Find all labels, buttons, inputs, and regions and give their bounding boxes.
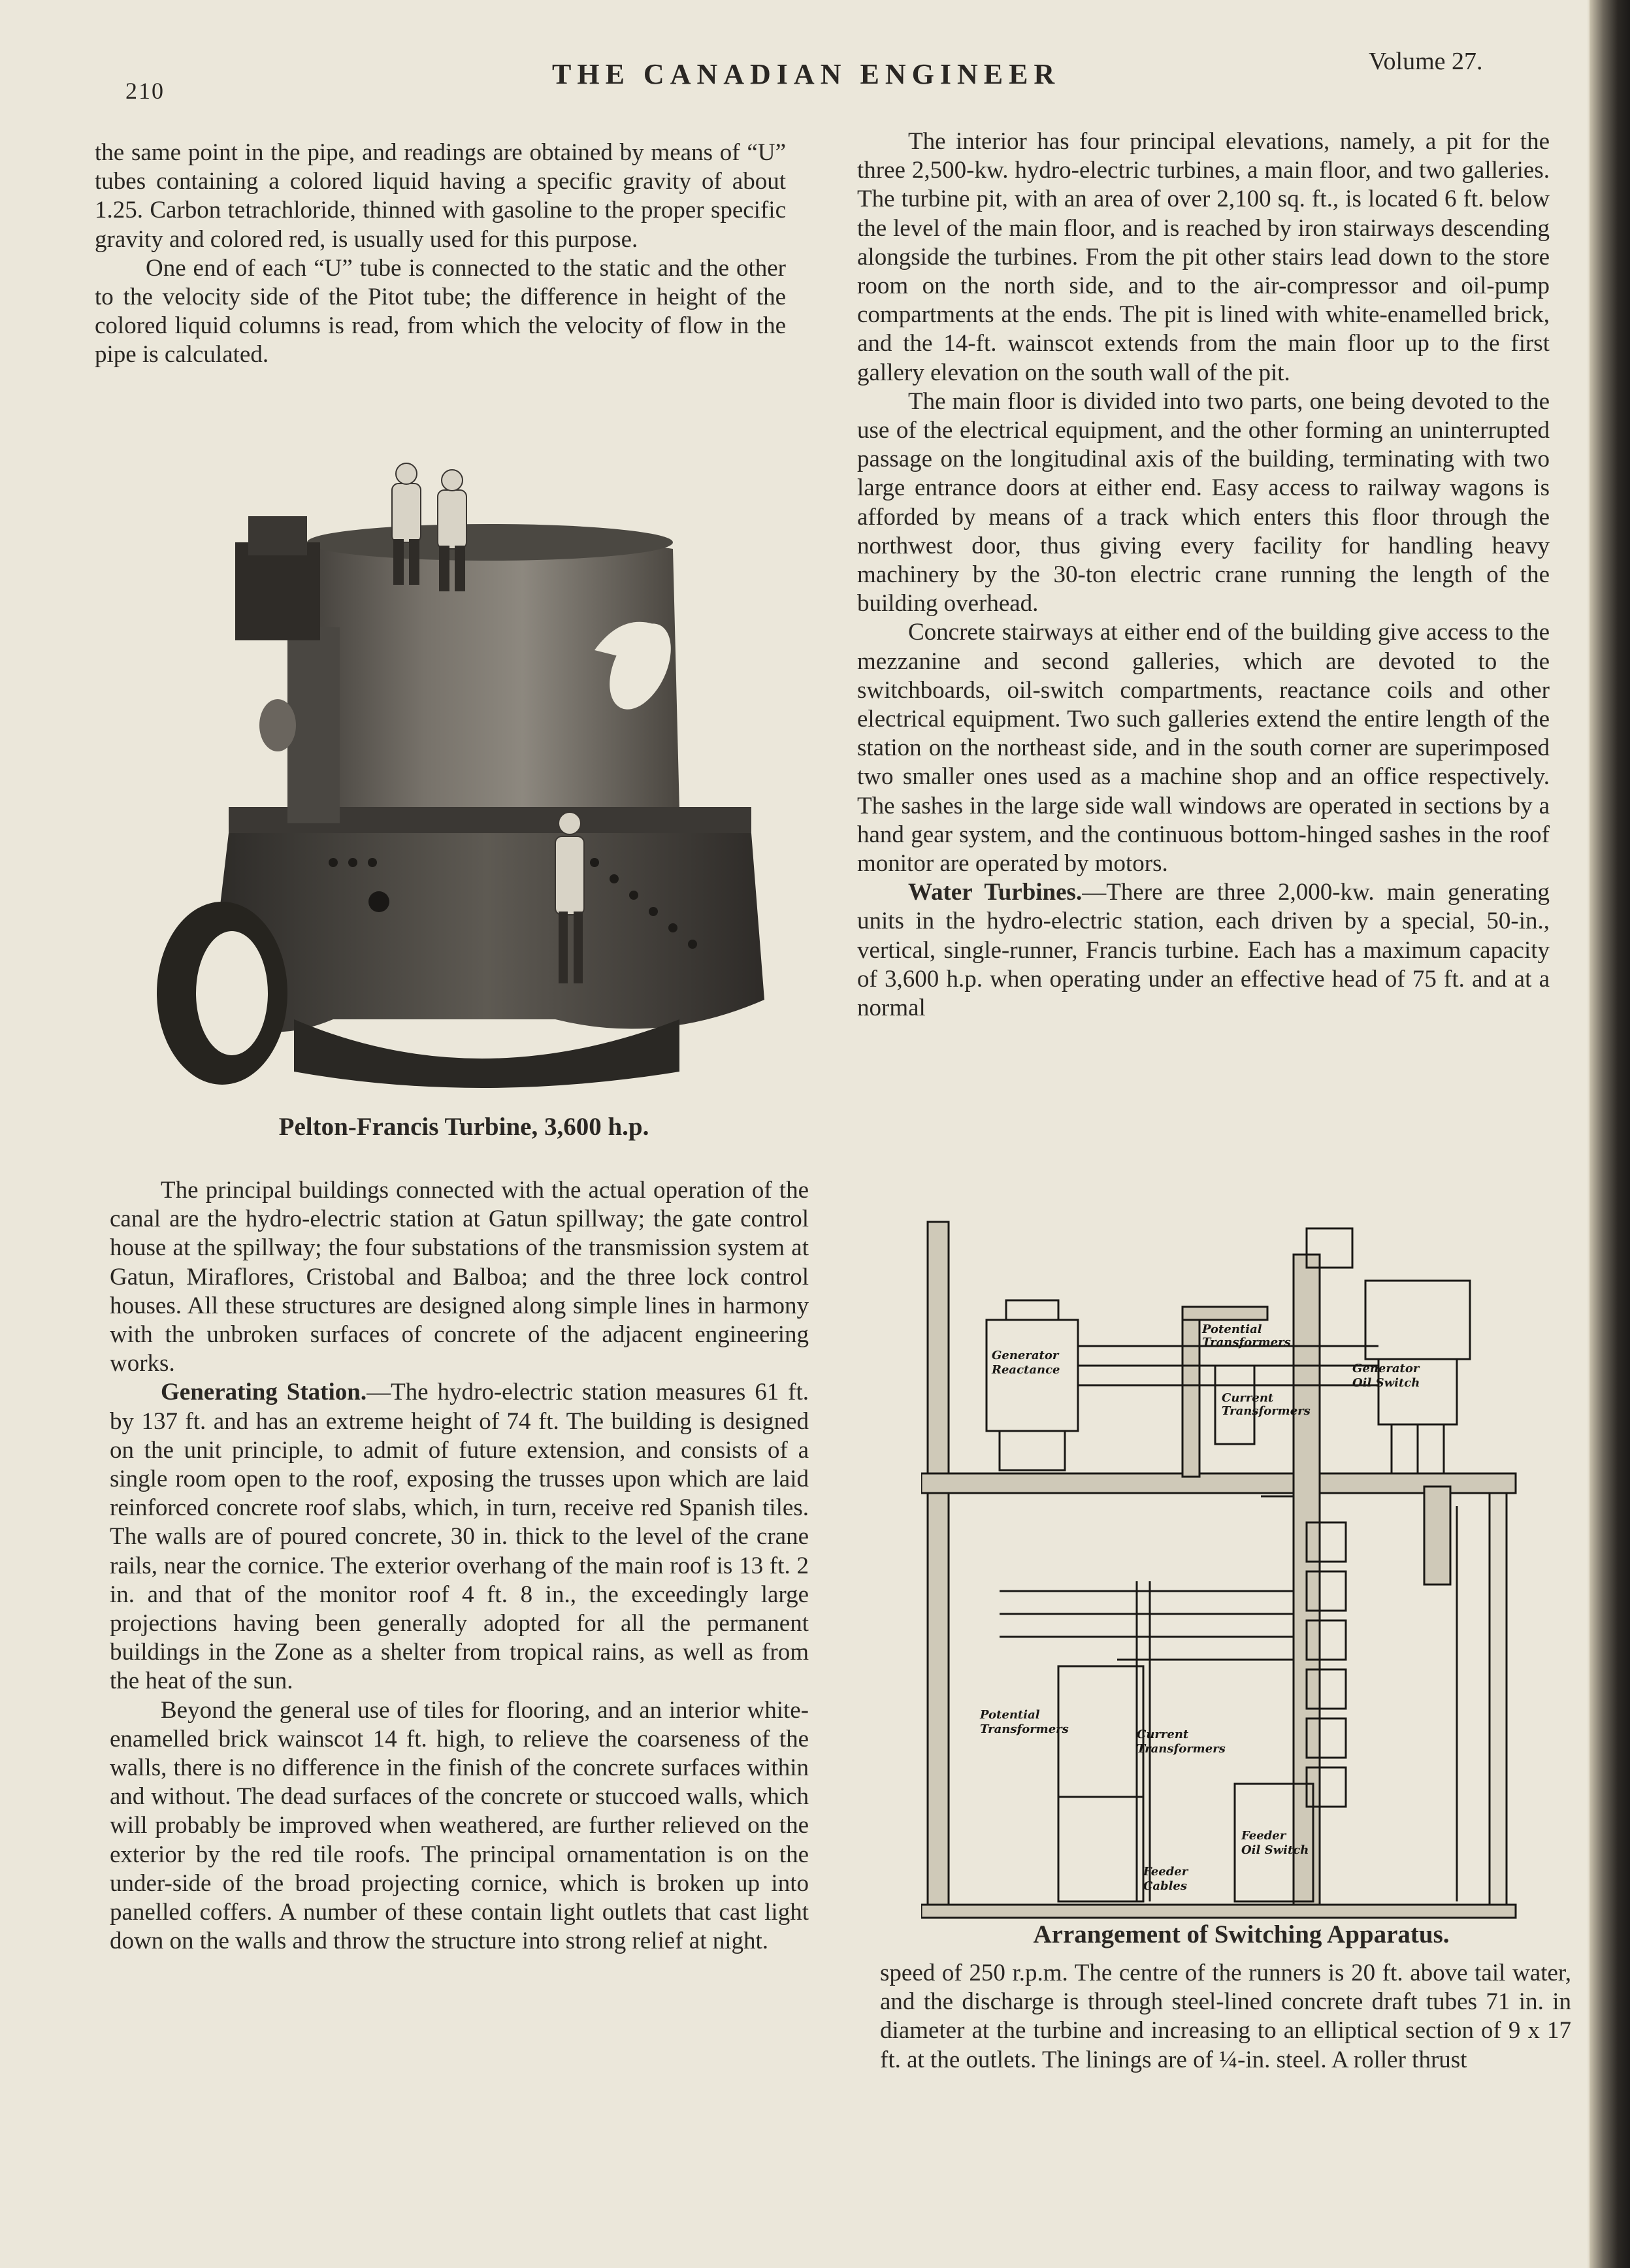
diagram-label: Reactance bbox=[992, 1363, 1060, 1377]
diagram-label: Potential bbox=[1202, 1323, 1262, 1336]
turbine-caption: Pelton-Francis Turbine, 3,600 h.p. bbox=[278, 1113, 649, 1141]
diagram-label: Generator bbox=[1352, 1362, 1420, 1375]
diagram-label: Generator bbox=[992, 1349, 1059, 1362]
paragraph: The interior has four principal elevations, namely, a pit for the three 2,500-kw. hydro-electric turbines, a main floor, and two galleries. The turbine pit, with an area of over 2,100 sq. ft., is located 6 ft. below the level of the main floor, and is reached by iron stairways descending alongside the turbines. From the pit other stairs lead down to the store room on the north side, and to the air-compressor and oil-pump compartments at the ends. The pit is lined with white-enamelled brick, and the 14-ft. wainscot extends from the main floor up to the first gallery elevation on the south wall of the pit. bbox=[857, 128, 1550, 386]
diagram-label: Transformers bbox=[1202, 1336, 1291, 1349]
section-heading: Water Turbines. bbox=[908, 879, 1083, 906]
right-column-upper bbox=[857, 127, 1550, 1023]
diagram-label: Feeder bbox=[1143, 1865, 1188, 1879]
right-column-lower bbox=[880, 1959, 1571, 2075]
diagram-label: Oil Switch bbox=[1352, 1376, 1420, 1390]
paragraph: One end of each “U” tube is connected to the static and the other to the velocity side of the Pitot tube; the difference in height of the colored liquid columns is read, from which the velocity of flow in the pipe is calculated. bbox=[95, 254, 786, 369]
left-column-upper bbox=[95, 139, 786, 370]
diagram-label: Transformers bbox=[1222, 1404, 1311, 1418]
diagram-label: Transformers bbox=[980, 1722, 1069, 1736]
paragraph: the same point in the pipe, and readings are obtained by means of “U” tubes containing a colored liquid having a specific gravity of about 1.25. Carbon tetrachloride, thinned with gasoline to the proper specific gravity and colored red, is usually used for this purpose. bbox=[95, 139, 786, 253]
paragraph bbox=[110, 1378, 809, 1696]
switching-diagram bbox=[921, 1215, 1522, 1921]
paragraph: Beyond the general use of tiles for flooring, and an interior white-enamelled brick wainscot 14 ft. high, to relieve the coarseness of the walls, there is no difference in the finish of the concrete surfaces within and without. The dead surfaces of the concrete or stuccoed walls, which will probably be improved when weathered, are further relieved on the exterior by the red tile roofs. The principal ornamentation is on the under-side of the broad projecting cornice, which is broken up into panelled coffers. A number of these contain light outlets that cast light down on the walls and throw the structure into strong relief at night. bbox=[110, 1696, 809, 1955]
diagram-label: Transformers bbox=[1137, 1742, 1226, 1756]
switching-caption: Arrangement of Switching Apparatus. bbox=[1033, 1920, 1450, 1948]
diagram-label: Current bbox=[1222, 1391, 1274, 1405]
page-number: 210 bbox=[125, 78, 165, 104]
journal-title: THE CANADIAN ENGINEER bbox=[552, 58, 1061, 90]
paragraph: speed of 250 r.p.m. The centre of the runners is 20 ft. above tail water, and the discharge is through steel-lined concrete draft tubes 71 in. in diameter at the turbine and increasing to an elliptical section of 9 x 17 ft. at the outlets. The linings are of ¼-in. steel. A roller thrust bbox=[880, 1960, 1571, 2073]
diagram-label: Potential bbox=[980, 1708, 1040, 1722]
paragraph: The principal buildings connected with the actual operation of the canal are the hydro-electric station at Gatun spillway; the gate control house at the spillway; the four substations of the transmission system at Gatun, Miraflores, Cristobal and Balboa; and the three lock control houses. All these structures are designed along simple lines in harmony with the unbroken surfaces of concrete of the adjacent engineering works. bbox=[110, 1177, 809, 1377]
paragraph-body: —There are three 2,000-kw. main generating units in the hydro-electric station, each driven by a special, 50-in., vertical, single-runner, Francis turbine. Each has a maximum capacity of 3,600 h.p. when operating under an effective head of 75 ft. and at a normal bbox=[857, 879, 1550, 1022]
turbine-photograph bbox=[137, 444, 791, 1101]
paragraph: Concrete stairways at either end of the building give access to the mezzanine and second galleries, which are devoted to the switchboards, oil-switch compartments, reactance coils and other electrical equipment. Two such galleries extend the entire length of the station on the northeast side, and in the south corner are superimposed two smaller ones used as a machine shop and an office respectively. The sashes in the large side wall windows are operated in sections by a hand gear system, and the continuous bottom-hinged sashes in the roof monitor are operated by motors. bbox=[857, 619, 1550, 878]
diagram-label: Feeder bbox=[1241, 1829, 1286, 1843]
diagram-label: Current bbox=[1137, 1728, 1189, 1741]
paragraph: The main floor is divided into two parts, one being devoted to the use of the electrical equipment, and the other forming an uninterrupted passage on the longitudinal axis of the building, terminating with two large entrance doors at either end. Easy access to railway wagons is afforded by means of a track which enters this floor through the northwest door, thus giving every facility for handling heavy machinery by the 30-ton electric crane running the length of the building overhead. bbox=[857, 387, 1550, 617]
volume-label: Volume 27. bbox=[1369, 48, 1483, 75]
diagram-label: Cables bbox=[1143, 1879, 1187, 1893]
section-heading: Generating Station. bbox=[161, 1379, 367, 1406]
diagram-label: Oil Switch bbox=[1241, 1843, 1309, 1857]
paragraph bbox=[857, 878, 1550, 1023]
paragraph-body: —The hydro-electric station measures 61 ft. by 137 ft. and has an extreme height of 74 ft. The building is designed on the unit principle, to admit of future extension, and consists of a single room open to the roof, exposing the trusses upon which are laid reinforced concrete roof slabs, which, in turn, receive red Spanish tiles. The walls are of poured concrete, 30 in. thick to the level of the crane rails, near the cornice. The exterior overhang of the main roof is 13 ft. 2 in. and that of the monitor roof 4 ft. 8 in., the exceedingly large projections having been generally adopted for all the permanent buildings in the Zone as a shelter from tropical rains, as well as from the heat of the sun. bbox=[110, 1379, 809, 1695]
binding-shadow bbox=[1589, 0, 1630, 2268]
left-column-lower bbox=[110, 1176, 809, 1956]
